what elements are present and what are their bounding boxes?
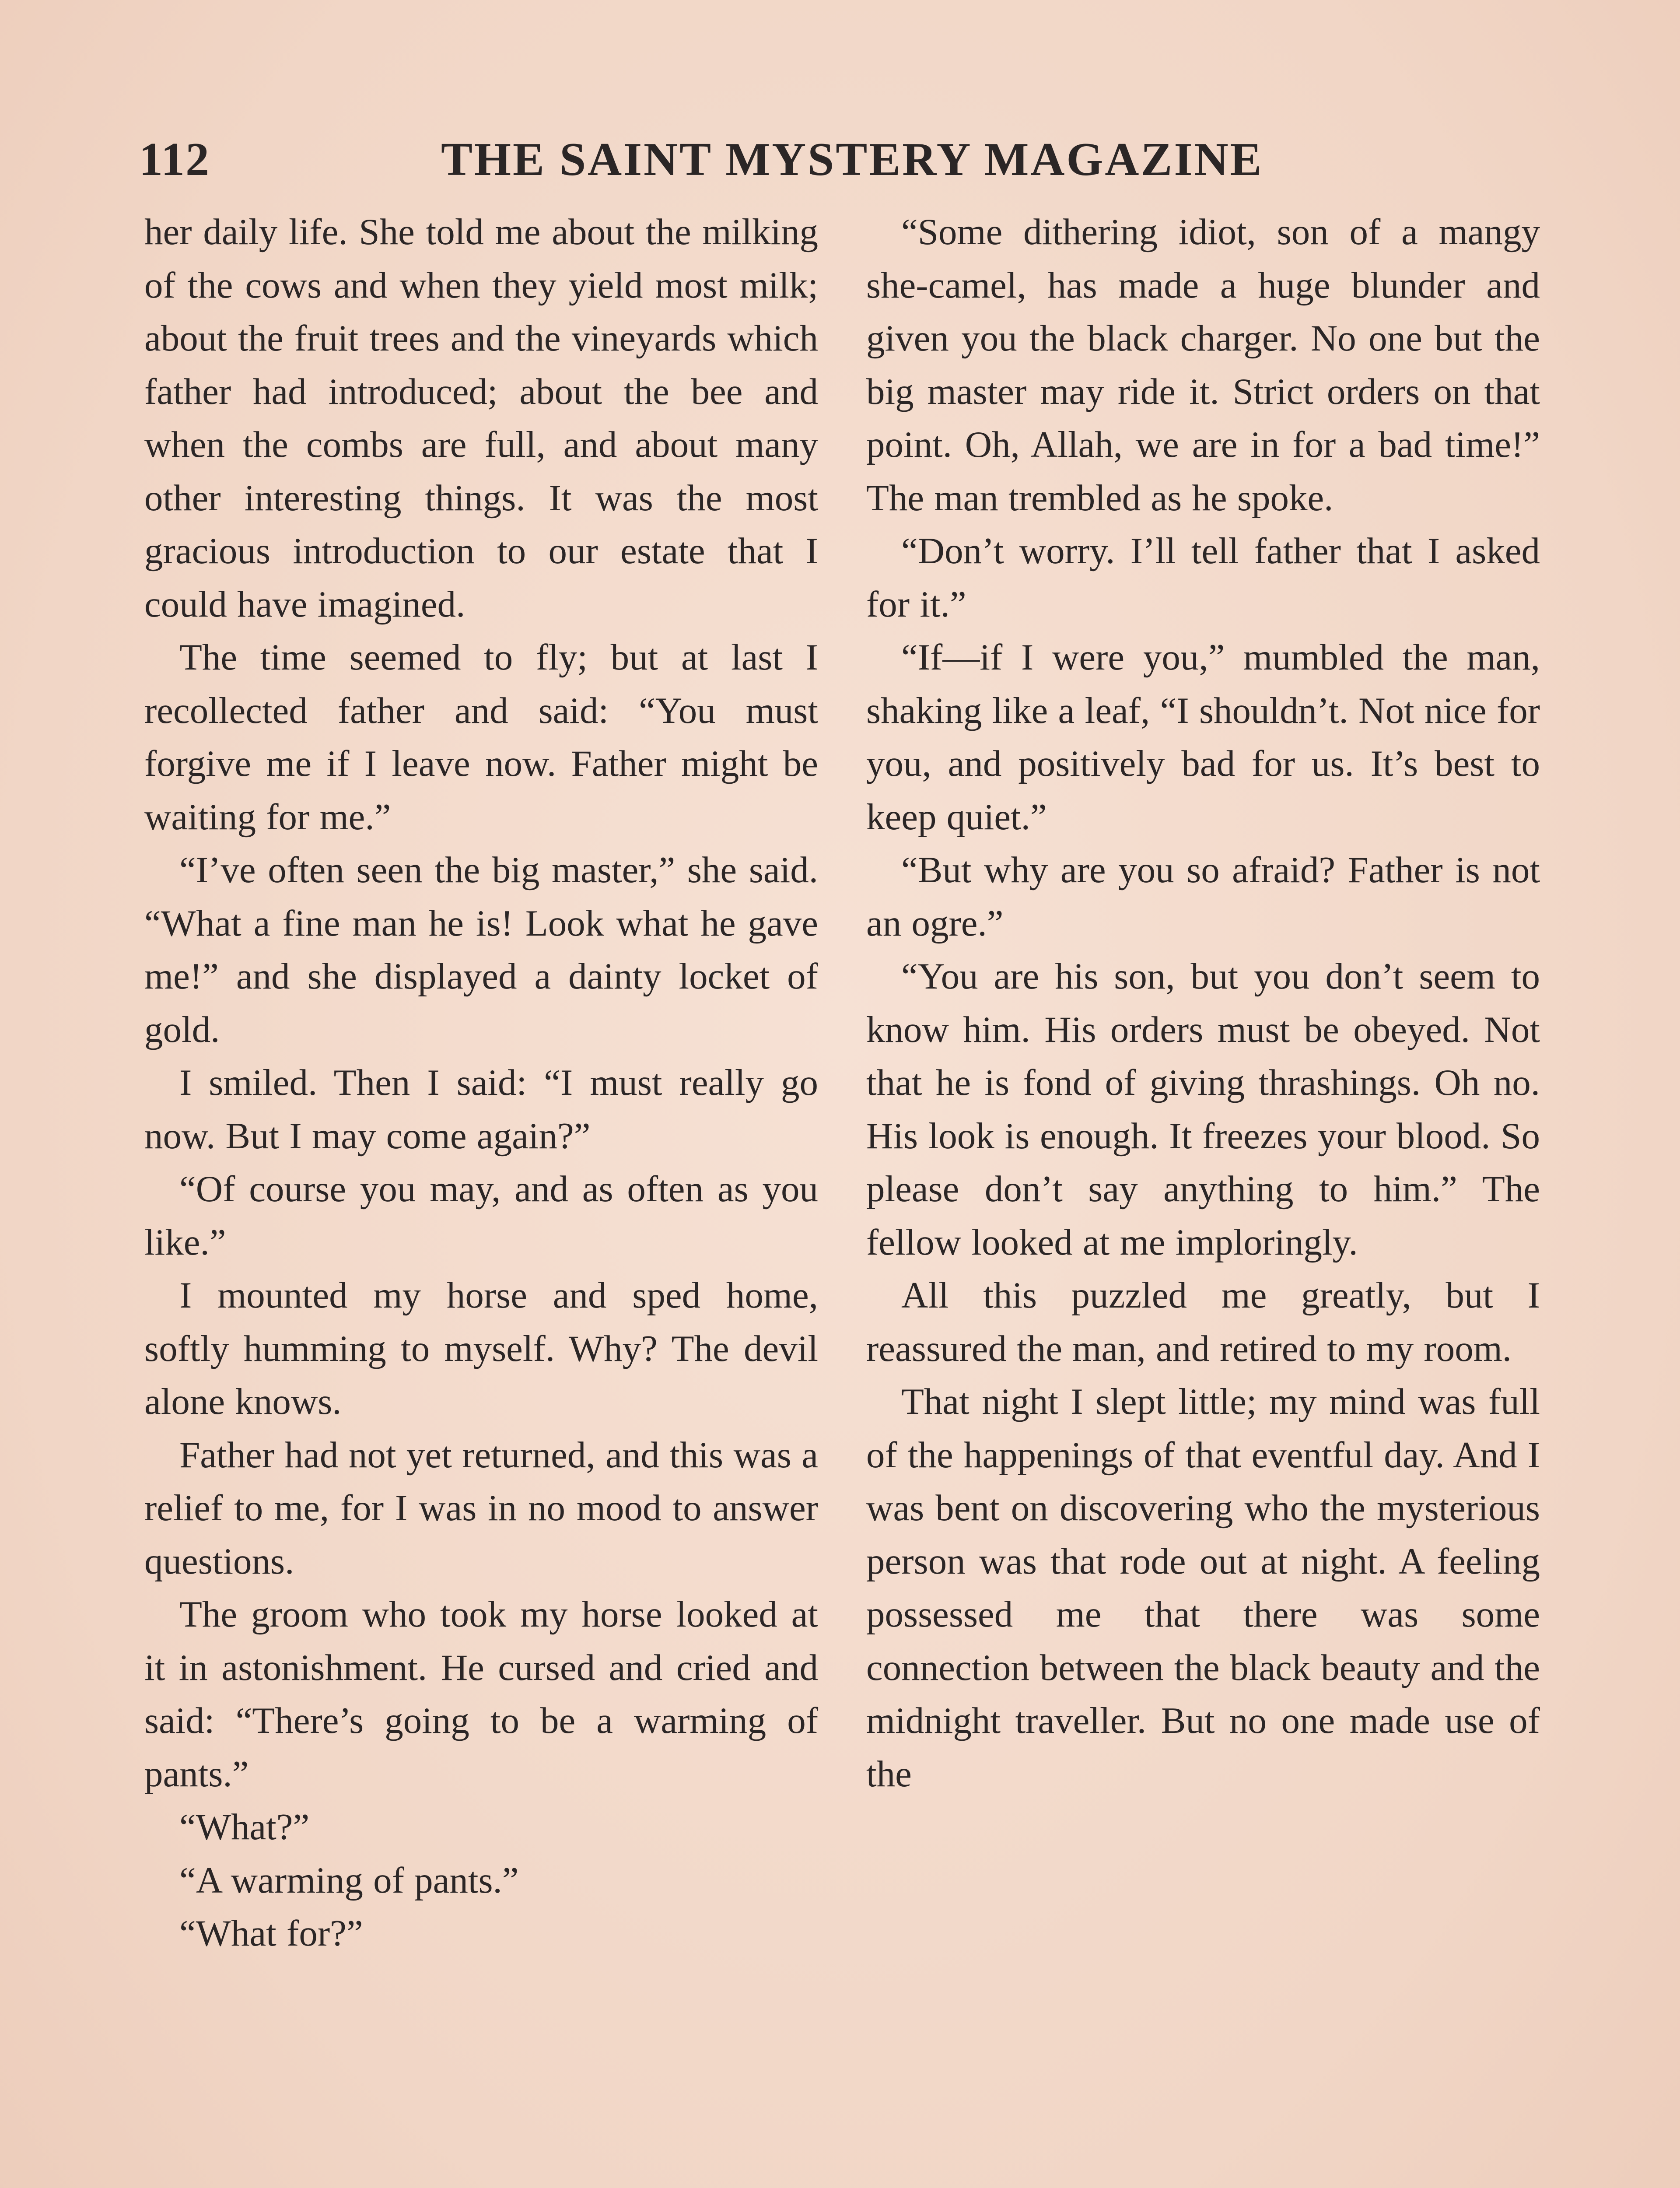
paragraph: Father had not yet returned, and this was a relief to me, for I was in no mood to answer questions. bbox=[144, 1434, 818, 1582]
paragraph: “What for?” bbox=[179, 1913, 363, 1954]
magazine-title: THE SAINT MYSTERY MAGAZINE bbox=[441, 133, 1264, 186]
paragraph: her daily life. She told me about the milking of the cows and when they yield most milk; about the fruit trees and the vineyards which father had introduced; about the bee and when the combs are full, and about many other interesting things. It was the most gracious introduction to our estate that I could have imagined. bbox=[144, 211, 818, 625]
paragraph: The time seemed to fly; but at last I recollected father and said: “You must forgive me if I leave now. Father might be waiting for me.” bbox=[144, 637, 818, 838]
left-column bbox=[144, 206, 818, 1960]
paragraph: “Don’t worry. I’ll tell father that I asked for it.” bbox=[866, 530, 1540, 625]
paragraph: “Some dithering idiot, son of a mangy she-camel, has made a huge blunder and given you the black charger. No one but the big master may ride it. Strict orders on that point. Oh, Allah, we are in for a bad time!” The man trembled as he spoke. bbox=[866, 211, 1540, 519]
right-column bbox=[866, 206, 1540, 1801]
paragraph: “A warming of pants.” bbox=[179, 1859, 519, 1901]
paragraph: “But why are you so afraid? Father is not an ogre.” bbox=[866, 849, 1540, 944]
paragraph: “You are his son, but you don’t seem to know him. His orders must be obeyed. Not that he is fond of giving thrashings. Oh no. His look is enough. It freezes your blood. So please don’t say anything to him.” The fellow looked at me imploringly. bbox=[866, 956, 1540, 1263]
paragraph: All this puzzled me greatly, but I reassured the man, and retired to my room. bbox=[866, 1275, 1540, 1369]
page-header bbox=[139, 127, 1264, 193]
paragraph: I smiled. Then I said: “I must really go now. But I may come again?” bbox=[144, 1062, 818, 1157]
paragraph: The groom who took my horse looked at it in astonishment. He cursed and cried and said: “There’s going to be a warming of pants.” bbox=[144, 1594, 818, 1795]
paragraph: “Of course you may, and as often as you like.” bbox=[144, 1168, 818, 1263]
paragraph: “What?” bbox=[179, 1806, 310, 1848]
paragraph: I mounted my horse and sped home, softly humming to myself. Why? The devil alone knows. bbox=[144, 1275, 818, 1422]
paragraph: “I’ve often seen the big master,” she said. “What a fine man he is! Look what he gave me!” and she displayed a dainty locket of gold. bbox=[144, 849, 818, 1050]
paragraph: “If—if I were you,” mumbled the man, shaking like a leaf, “I shouldn’t. Not nice for you, and positively bad for us. It’s best to keep quiet.” bbox=[866, 637, 1540, 838]
paragraph: That night I slept little; my mind was full of the happenings of that eventful day. And I was bent on discovering who the mysterious person was that rode out at night. A feeling possessed me that there was some connection between the black beauty and the midnight traveller. But no one made use of the bbox=[866, 1381, 1540, 1795]
page-number: 112 bbox=[139, 133, 210, 186]
